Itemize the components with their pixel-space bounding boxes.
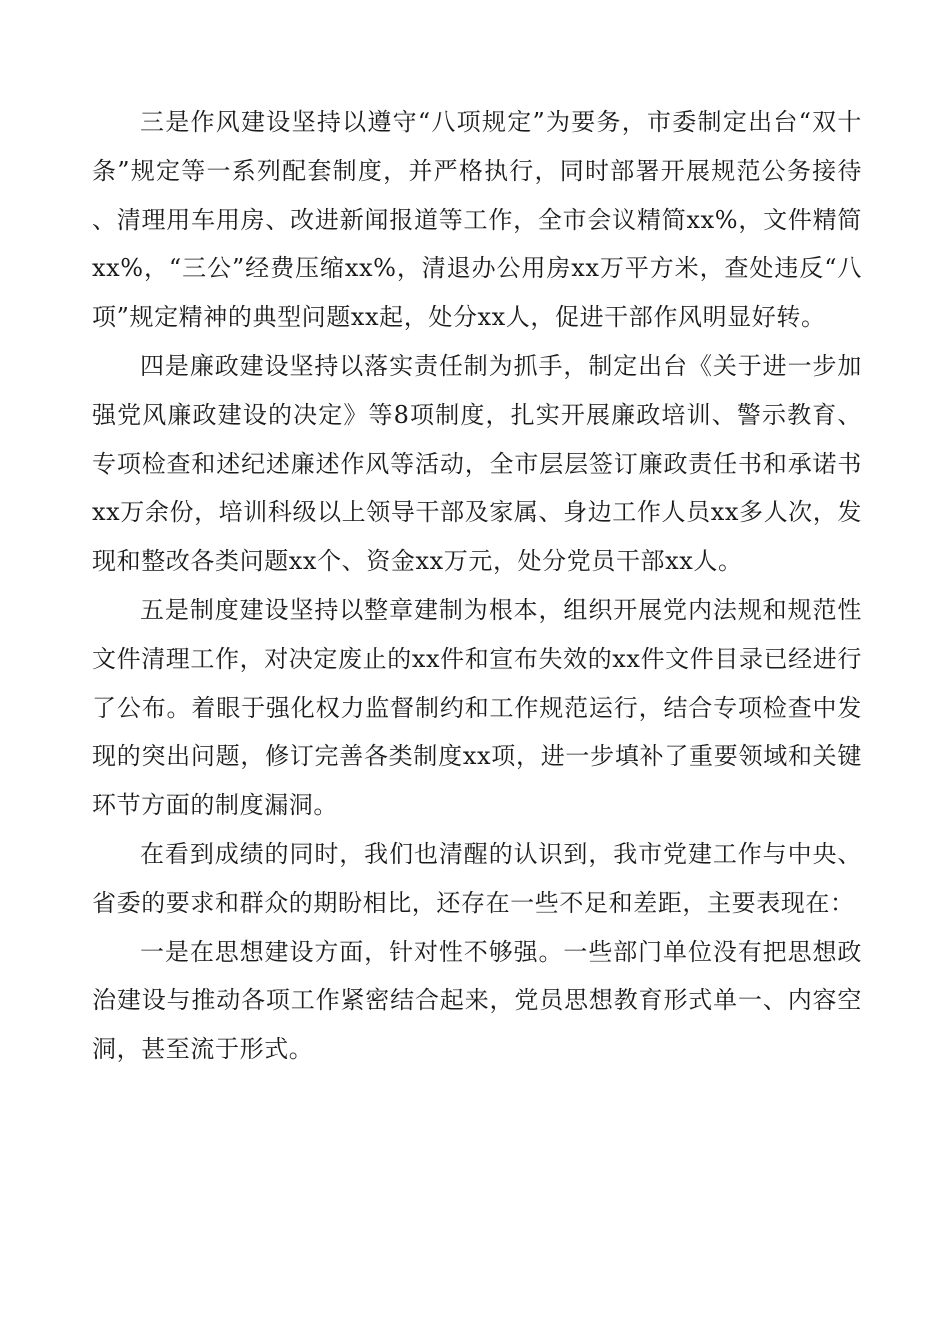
document-body [92,98,862,1074]
paragraph-integrity: 四是廉政建设坚持以落实责任制为抓手，制定出台《关于进一步加强党风廉政建设的决定》等8项制度，扎实开展廉政培训、警示教育、专项检查和述纪述廉述作风等活动，全市层层签订廉政责任书和承诺书xx万余份，培训科级以上领导干部及家属、身边工作人员xx多人次，发现和整改各类问题xx个、资金xx万元，处分党员干部xx人。 [92,351,862,576]
paragraph-shortcomings-intro: 在看到成绩的同时，我们也清醒的认识到，我市党建工作与中央、省委的要求和群众的期盼相比，还存在一些不足和差距，主要表现在： [92,839,862,917]
paragraph-work-style: 三是作风建设坚持以遵守“八项规定”为要务，市委制定出台“双十条”规定等一系列配套制度，并严格执行，同时部署开展规范公务接待、清理用车用房、改进新闻报道等工作，全市会议精简xx%，文件精简xx%，“三公”经费压缩xx%，清退办公用房xx万平方米，查处违反“八项”规定精神的典型问题xx起，处分xx人，促进干部作风明显好转。 [92,108,862,332]
paragraph-ideology-issue: 一是在思想建设方面，针对性不够强。一些部门单位没有把思想政治建设与推动各项工作紧密结合起来，党员思想教育形式单一、内容空洞，甚至流于形式。 [92,937,862,1064]
paragraph-institution: 五是制度建设坚持以整章建制为根本，组织开展党内法规和规范性文件清理工作，对决定废止的xx件和宣布失效的xx件文件目录已经进行了公布。着眼于强化权力监督制约和工作规范运行，结合专项检查中发现的突出问题，修订完善各类制度xx项，进一步填补了重要领域和关键环节方面的制度漏洞。 [92,595,862,820]
